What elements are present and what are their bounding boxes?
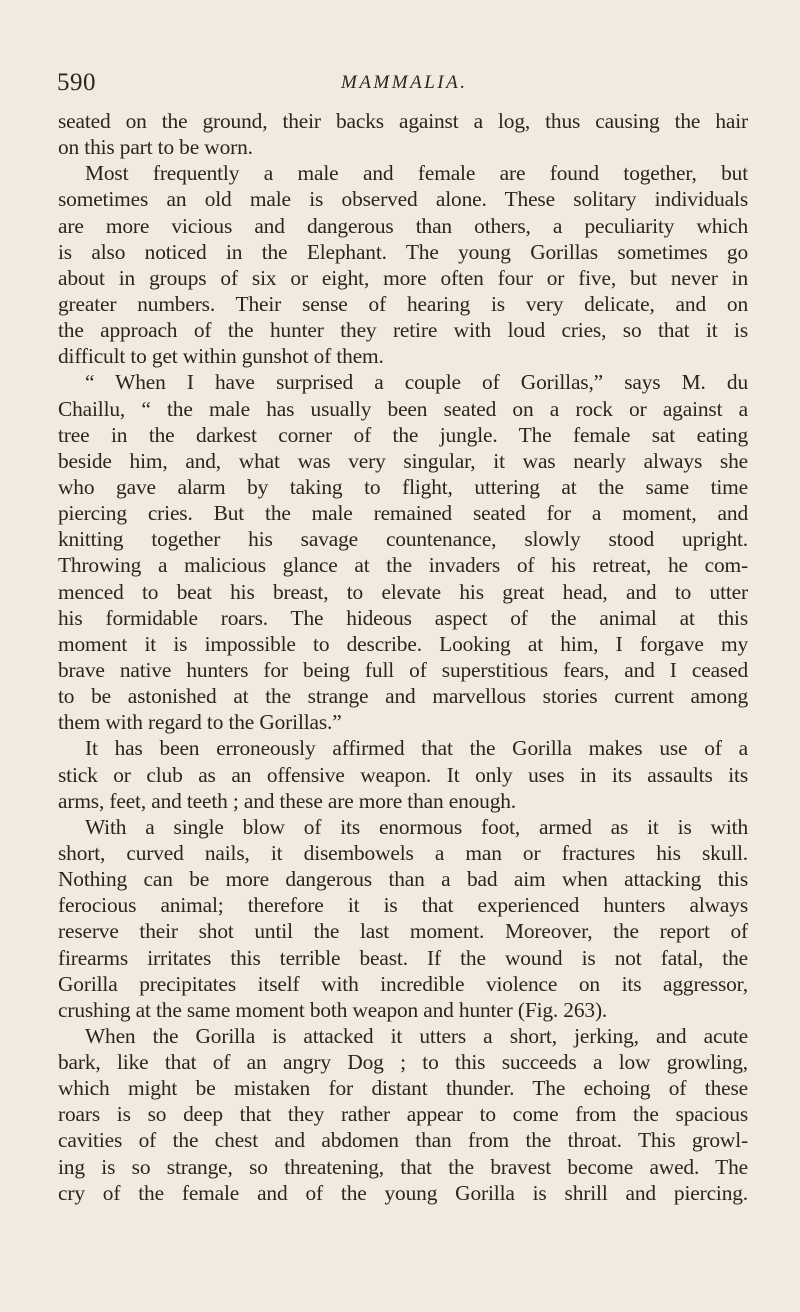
body-text: [58, 108, 748, 1206]
text-line: who gave alarm by taking to flight, uttering at the same time: [58, 474, 748, 499]
text-line: When the Gorilla is attacked it utters a short, jerking, and acute: [85, 1023, 748, 1048]
text-line: “ When I have surprised a couple of Gorillas,” says M. du: [85, 370, 748, 395]
text-line: beside him, and, what was very singular, it was nearly always she: [58, 448, 748, 473]
text-line: is also noticed in the Elephant. The young Gorillas sometimes go: [58, 239, 748, 264]
text-line: sometimes an old male is observed alone. These solitary individuals: [58, 187, 748, 212]
text-line: piercing cries. But the male remained seated for a moment, and: [58, 501, 748, 526]
text-line: difficult to get within gunshot of them.: [58, 344, 384, 369]
text-line: short, curved nails, it disembowels a man or fractures his skull.: [58, 840, 748, 865]
text-line: Nothing can be more dangerous than a bad aim when attacking this: [58, 867, 748, 892]
text-line: about in groups of six or eight, more often four or five, but never in: [58, 265, 748, 290]
text-line: the approach of the hunter they retire with loud cries, so that it is: [58, 318, 748, 343]
text-line: ing is so strange, so threatening, that the bravest become awed. The: [58, 1154, 748, 1179]
text-line: bark, like that of an angry Dog ; to this succeeds a low growling,: [58, 1050, 748, 1075]
text-line: Most frequently a male and female are found together, but: [85, 161, 748, 186]
text-line: Throwing a malicious glance at the invaders of his retreat, he com-: [58, 553, 748, 578]
text-line: on this part to be worn.: [58, 135, 253, 160]
text-line: tree in the darkest corner of the jungle. The female sat eating: [58, 422, 748, 447]
text-line: crushing at the same moment both weapon and hunter (Fig. 263).: [58, 997, 608, 1022]
text-line: firearms irritates this terrible beast. If the wound is not fatal, the: [58, 945, 748, 970]
page-number: 590: [57, 69, 96, 96]
text-line: to be astonished at the strange and marvellous stories current among: [58, 684, 748, 709]
text-line: them with regard to the Gorillas.”: [58, 710, 342, 735]
text-line: moment it is impossible to describe. Looking at him, I forgave my: [58, 631, 748, 656]
text-line: stick or club as an offensive weapon. It only uses in its assaults its: [58, 762, 748, 787]
text-line: which might be mistaken for distant thunder. The echoing of these: [58, 1076, 748, 1101]
text-line: arms, feet, and teeth ; and these are more than enough.: [58, 788, 516, 813]
text-line: cavities of the chest and abdomen than from the throat. This growl-: [58, 1128, 748, 1153]
running-head: MAMMALIA.: [341, 72, 468, 93]
text-line: Gorilla precipitates itself with incredible violence on its aggressor,: [58, 971, 748, 996]
text-line: greater numbers. Their sense of hearing is very delicate, and on: [58, 291, 748, 316]
text-line: brave native hunters for being full of superstitious fears, and I ceased: [58, 657, 748, 682]
text-line: seated on the ground, their backs against a log, thus causing the hair: [58, 109, 748, 133]
text-line: his formidable roars. The hideous aspect of the animal at this: [58, 605, 748, 630]
text-line: cry of the female and of the young Gorilla is shrill and piercing.: [58, 1180, 748, 1205]
text-line: menced to beat his breast, to elevate his great head, and to utter: [58, 579, 748, 604]
text-line: With a single blow of its enormous foot, armed as it is with: [85, 814, 748, 839]
text-line: are more vicious and dangerous than others, a peculiarity which: [58, 213, 748, 238]
text-line: knitting together his savage countenance, slowly stood upright.: [58, 527, 748, 552]
text-line: Chaillu, “ the male has usually been seated on a rock or against a: [58, 396, 748, 421]
text-line: ferocious animal; therefore it is that experienced hunters always: [58, 893, 748, 918]
text-line: It has been erroneously affirmed that the Gorilla makes use of a: [85, 736, 748, 761]
page-header: [57, 66, 757, 100]
text-line: roars is so deep that they rather appear to come from the spacious: [58, 1102, 748, 1127]
text-line: reserve their shot until the last moment. Moreover, the report of: [58, 919, 748, 944]
